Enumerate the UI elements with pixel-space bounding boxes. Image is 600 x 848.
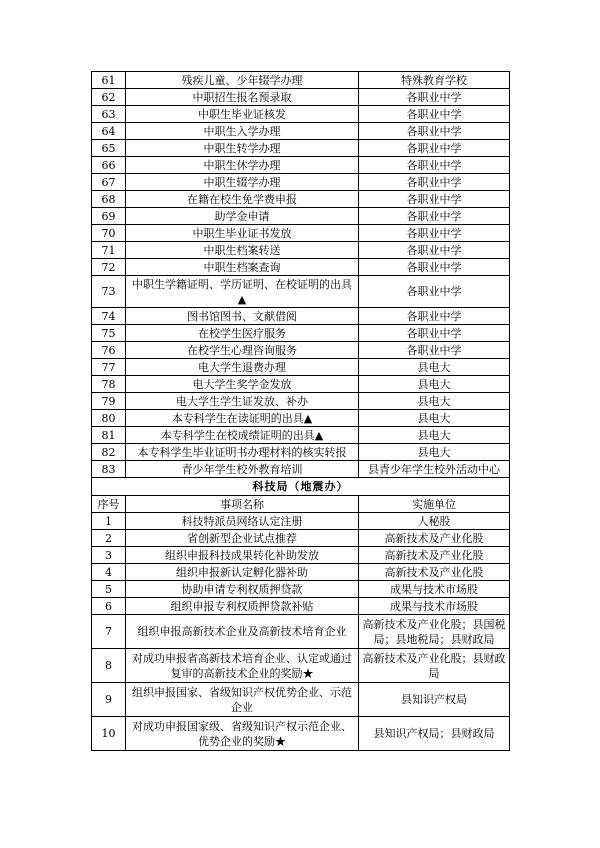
row-unit: 各职业中学 [359,208,510,225]
table-row [92,191,510,208]
row-item-name: 中职招生报名预录取 [126,89,359,106]
row-item-name: 组织申报新认定孵化器补助 [126,564,359,581]
row-unit: 高新技术及产业化股 [359,564,510,581]
table-row [92,581,510,598]
header-unit: 实施单位 [359,496,510,513]
row-unit: 县电大 [359,376,510,393]
table-row [92,208,510,225]
row-item-name: 残疾儿童、少年辍学办理 [126,72,359,89]
table-row [92,427,510,444]
table-row [92,444,510,461]
row-unit: 县电大 [359,427,510,444]
section-title-row [92,478,510,496]
table-row [92,376,510,393]
row-number: 75 [92,325,126,342]
row-number: 70 [92,225,126,242]
table-row [92,242,510,259]
row-item-name: 组织申报高新技术企业及高新技术培育企业 [126,615,359,649]
row-unit: 成果与技术市场股 [359,581,510,598]
row-number: 62 [92,89,126,106]
table-top-body [92,72,510,478]
table-row [92,123,510,140]
row-unit: 县电大 [359,393,510,410]
table-row [92,308,510,325]
row-number: 10 [92,717,126,751]
row-unit: 各职业中学 [359,276,510,308]
row-unit: 各职业中学 [359,140,510,157]
row-unit: 各职业中学 [359,325,510,342]
row-unit: 高新技术及产业化股 [359,547,510,564]
table-row [92,513,510,530]
row-number: 83 [92,461,126,478]
table-row [92,547,510,564]
row-number: 74 [92,308,126,325]
row-item-name: 对成功申报国家级、省级知识产权示范企业、优势企业的奖励★ [126,717,359,751]
row-item-name: 科技特派员网络认定注册 [126,513,359,530]
table-row [92,615,510,649]
table-row [92,393,510,410]
table-row [92,359,510,376]
table-row [92,649,510,683]
section-title: 科技局（地震办） [92,478,510,496]
row-number: 7 [92,615,126,649]
row-number: 76 [92,342,126,359]
table-row [92,342,510,359]
table-row [92,564,510,581]
row-item-name: 中职生档案转送 [126,242,359,259]
row-item-name: 电大学生奖学金发放 [126,376,359,393]
table-row [92,717,510,751]
row-item-name: 本专科学生在校成绩证明的出具▲ [126,427,359,444]
table-row [92,140,510,157]
section-body [92,513,510,751]
row-item-name: 中职生毕业证书发放 [126,225,359,242]
row-item-name: 电大学生学生证发放、补办 [126,393,359,410]
row-unit: 县知识产权局；县财政局 [359,717,510,751]
header-no: 序号 [92,496,126,513]
row-number: 78 [92,376,126,393]
row-unit: 各职业中学 [359,106,510,123]
row-item-name: 中职生辍学办理 [126,174,359,191]
row-item-name: 组织申报国家、省级知识产权优势企业、示范企业 [126,683,359,717]
row-item-name: 在籍在校生免学费申报 [126,191,359,208]
row-number: 63 [92,106,126,123]
table-row [92,157,510,174]
row-item-name: 组织申报专利权质押贷款补贴 [126,598,359,615]
column-header-row [92,496,510,513]
row-number: 80 [92,410,126,427]
row-number: 4 [92,564,126,581]
row-item-name: 对成功申报省高新技术培育企业、认定或通过复审的高新技术企业的奖励★ [126,649,359,683]
row-item-name: 省创新型企业试点推荐 [126,530,359,547]
row-number: 5 [92,581,126,598]
table-row [92,106,510,123]
row-item-name: 在校学生心理咨询服务 [126,342,359,359]
row-item-name: 电大学生退费办理 [126,359,359,376]
row-unit: 各职业中学 [359,342,510,359]
row-number: 81 [92,427,126,444]
row-unit: 县电大 [359,410,510,427]
row-unit: 各职业中学 [359,259,510,276]
table-row [92,225,510,242]
row-unit: 县电大 [359,444,510,461]
row-number: 67 [92,174,126,191]
row-unit: 各职业中学 [359,89,510,106]
row-number: 1 [92,513,126,530]
row-unit: 人秘股 [359,513,510,530]
row-number: 77 [92,359,126,376]
row-unit: 各职业中学 [359,308,510,325]
row-number: 3 [92,547,126,564]
row-unit: 特殊教育学校 [359,72,510,89]
row-unit: 成果与技术市场股 [359,598,510,615]
row-unit: 各职业中学 [359,174,510,191]
table-row [92,598,510,615]
row-unit: 各职业中学 [359,242,510,259]
row-item-name: 组织申报科技成果转化补助发放 [126,547,359,564]
row-number: 2 [92,530,126,547]
row-item-name: 本专科学生在读证明的出具▲ [126,410,359,427]
row-unit: 县电大 [359,359,510,376]
row-number: 9 [92,683,126,717]
row-number: 71 [92,242,126,259]
row-item-name: 中职生学籍证明、学历证明、在校证明的出具▲ [126,276,359,308]
row-number: 61 [92,72,126,89]
table-row [92,325,510,342]
matters-table [91,71,510,751]
row-number: 64 [92,123,126,140]
row-item-name: 中职生档案查询 [126,259,359,276]
row-number: 73 [92,276,126,308]
row-unit: 各职业中学 [359,157,510,174]
row-item-name: 中职生毕业证核发 [126,106,359,123]
row-item-name: 本专科学生毕业证明书办理材料的核实转报 [126,444,359,461]
row-number: 79 [92,393,126,410]
row-item-name: 助学金申请 [126,208,359,225]
row-unit: 县青少年学生校外活动中心 [359,461,510,478]
row-item-name: 在校学生医疗服务 [126,325,359,342]
row-item-name: 中职生入学办理 [126,123,359,140]
table-row [92,410,510,427]
row-item-name: 青少年学生校外教育培训 [126,461,359,478]
row-unit: 高新技术及产业化股；县国税局；县地税局；县财政局 [359,615,510,649]
header-item: 事项名称 [126,496,359,513]
table-row [92,276,510,308]
document-page [91,71,509,751]
table-row [92,683,510,717]
table-row [92,89,510,106]
table-row [92,530,510,547]
table-row [92,461,510,478]
table-row [92,174,510,191]
row-number: 82 [92,444,126,461]
row-item-name: 协助申请专利权质押贷款 [126,581,359,598]
row-item-name: 中职生转学办理 [126,140,359,157]
row-number: 65 [92,140,126,157]
row-unit: 各职业中学 [359,225,510,242]
row-number: 69 [92,208,126,225]
table-row [92,259,510,276]
row-item-name: 图书馆图书、文献借阅 [126,308,359,325]
row-number: 68 [92,191,126,208]
row-number: 72 [92,259,126,276]
row-number: 6 [92,598,126,615]
row-unit: 高新技术及产业化股；县财政局 [359,649,510,683]
table-row [92,72,510,89]
row-unit: 各职业中学 [359,123,510,140]
row-unit: 各职业中学 [359,191,510,208]
row-number: 8 [92,649,126,683]
section-header-body [92,478,510,513]
row-item-name: 中职生休学办理 [126,157,359,174]
row-unit: 县知识产权局 [359,683,510,717]
row-number: 66 [92,157,126,174]
row-unit: 高新技术及产业化股 [359,530,510,547]
